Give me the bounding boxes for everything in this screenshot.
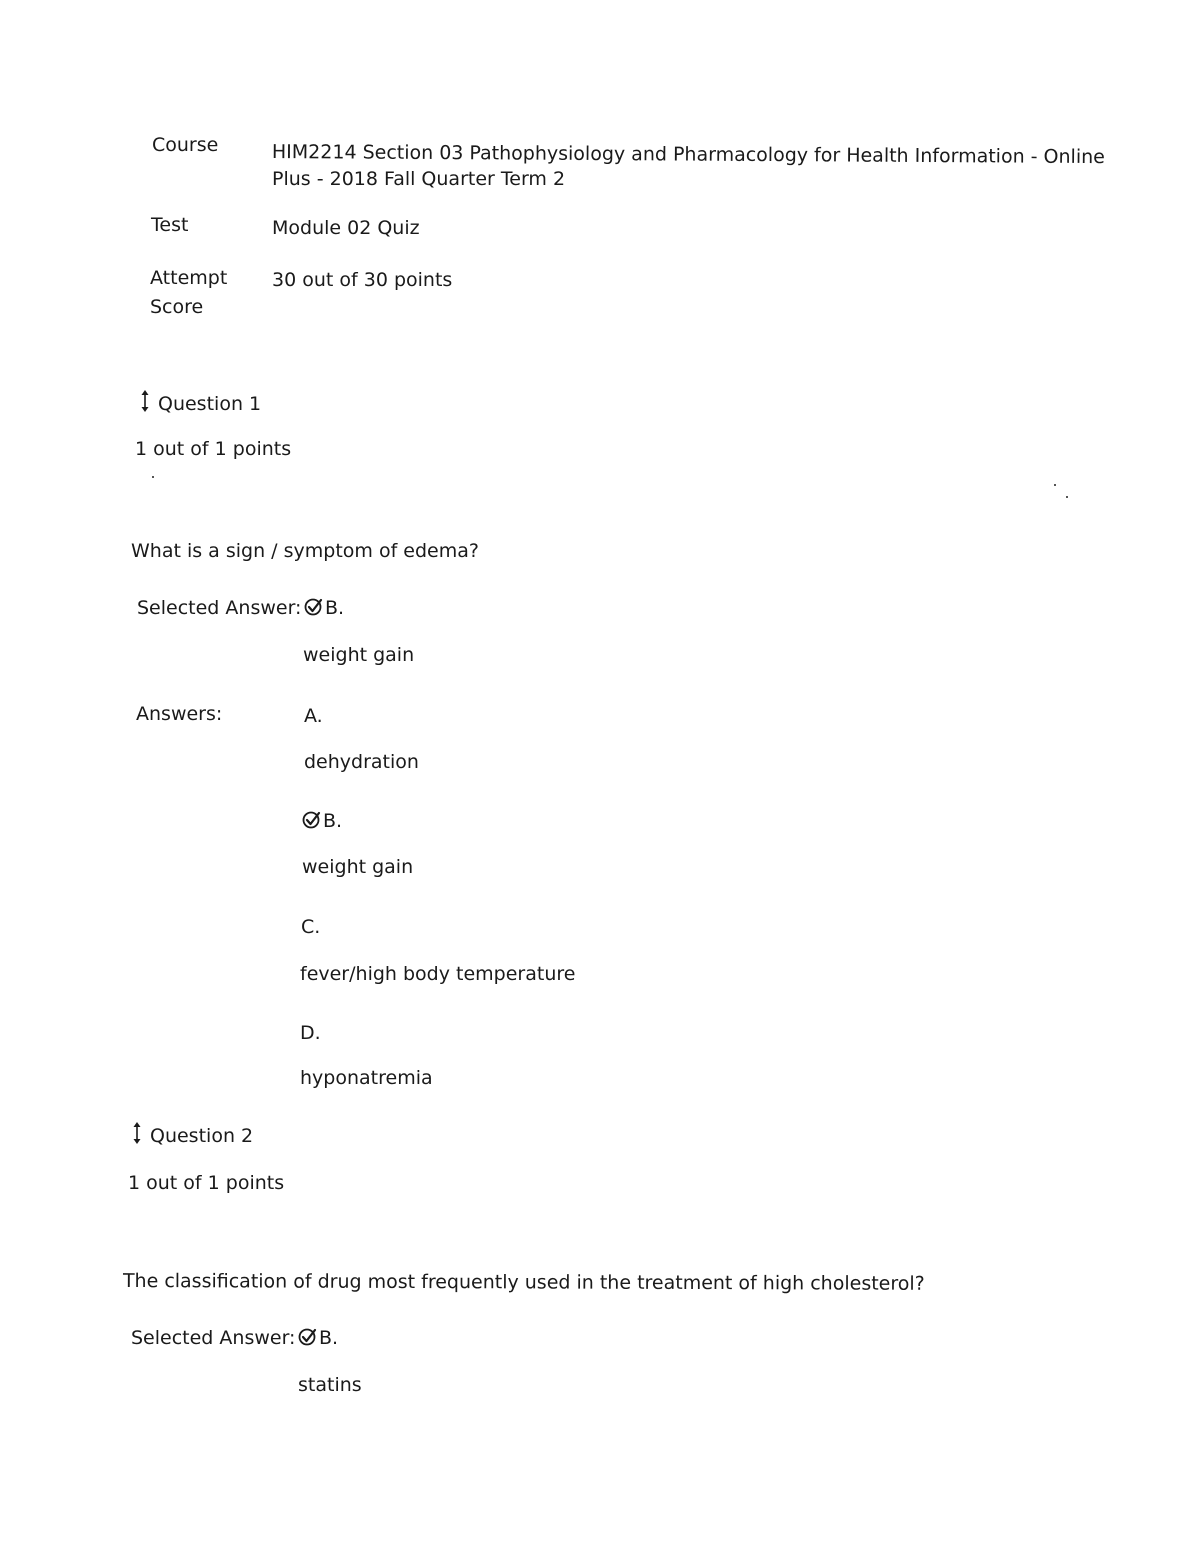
attempt-label-line1: Attempt bbox=[150, 267, 228, 289]
question-2-title: Question 2 bbox=[150, 1125, 254, 1147]
selected-letter: B. bbox=[319, 1327, 339, 1349]
answer-c-letter: C. bbox=[301, 916, 321, 938]
question-1-header bbox=[140, 390, 261, 415]
sort-arrows-icon bbox=[140, 390, 150, 412]
question-2-selected-letter bbox=[298, 1327, 338, 1349]
question-2-header bbox=[132, 1122, 253, 1147]
answer-d-letter: D. bbox=[300, 1022, 321, 1044]
question-1-title: Question 1 bbox=[158, 393, 262, 415]
test-value: Module 02 Quiz bbox=[272, 217, 420, 239]
answer-a-text: dehydration bbox=[304, 751, 419, 773]
answer-d-text: hyponatremia bbox=[300, 1067, 433, 1089]
answer-b-text: weight gain bbox=[302, 856, 414, 878]
course-value-line2: Plus - 2018 Fall Quarter Term 2 bbox=[272, 168, 566, 190]
answer-a-letter: A. bbox=[304, 705, 323, 727]
attempt-score-value: 30 out of 30 points bbox=[272, 269, 453, 291]
answer-c-text: fever/high body temperature bbox=[300, 963, 576, 985]
question-1-selected-label: Selected Answer: bbox=[137, 597, 302, 619]
answer-b-letter bbox=[302, 810, 342, 832]
question-2-selected-label: Selected Answer: bbox=[131, 1327, 296, 1349]
question-1-text: What is a sign / symptom of edema? bbox=[131, 540, 479, 562]
question-2-points: 1 out of 1 points bbox=[128, 1172, 285, 1194]
correct-check-icon bbox=[298, 1327, 318, 1347]
correct-check-icon bbox=[304, 597, 324, 617]
question-2-text: The classification of drug most frequently used in the treatment of high cholesterol? bbox=[122, 1270, 925, 1295]
question-2-selected-text: statins bbox=[298, 1374, 362, 1396]
answer-b-letter-text: B. bbox=[323, 810, 343, 832]
question-1-answers-label: Answers: bbox=[136, 703, 223, 725]
course-label: Course bbox=[152, 134, 219, 156]
test-label: Test bbox=[151, 214, 189, 236]
attempt-label-line2: Score bbox=[150, 296, 204, 318]
selected-letter: B. bbox=[325, 597, 345, 619]
question-1-points: 1 out of 1 points bbox=[135, 438, 292, 460]
sort-arrows-icon bbox=[132, 1122, 142, 1144]
question-1-selected-letter bbox=[304, 597, 344, 619]
correct-check-icon bbox=[302, 810, 322, 830]
question-1-selected-text: weight gain bbox=[303, 644, 415, 666]
course-value-line1: HIM2214 Section 03 Pathophysiology and Pharmacology for Health Information - Online bbox=[271, 141, 1105, 169]
